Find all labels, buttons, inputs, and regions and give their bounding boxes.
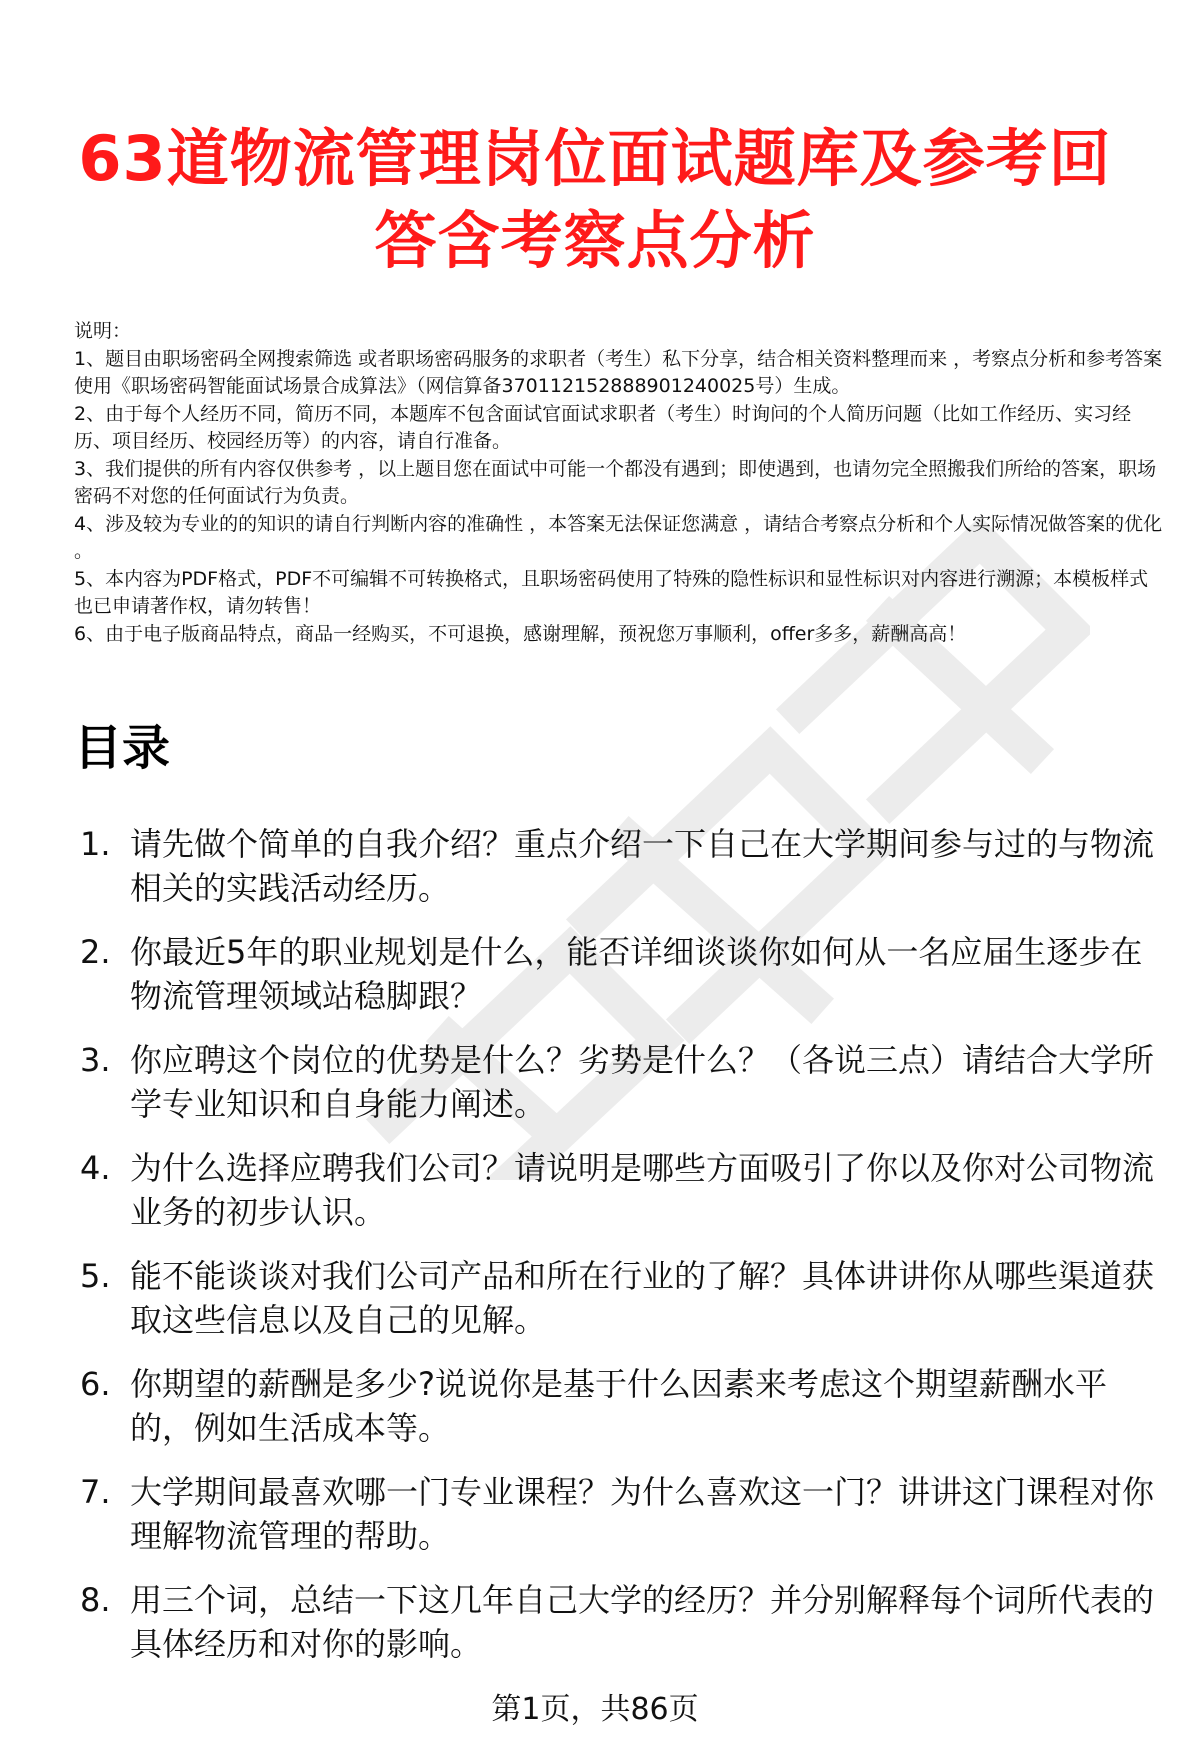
question-item — [74, 1254, 1164, 1342]
question-number: 4. — [80, 1149, 111, 1187]
notes-heading: 说明： — [74, 320, 132, 342]
question-item — [74, 1470, 1164, 1558]
question-item — [74, 822, 1164, 910]
question-text: 你最近5年的职业规划是什么，能否详细谈谈你如何从一名应届生逐步在物流管理领域站稳脚跟？ — [130, 933, 1143, 1015]
question-text: 大学期间最喜欢哪一门专业课程？为什么喜欢这一门？讲讲这门课程对你理解物流管理的帮助。 — [130, 1473, 1155, 1555]
note-item: 1、题目由职场密码全网搜索筛选 或者职场密码服务的求职者（考生）私下分享，结合相关资料整理而来 ，考察点分析和参考答案使用《职场密码智能面试场景合成算法》（网信算备370112152888901240025号）生成。 — [74, 347, 1163, 397]
question-text: 用三个词，总结一下这几年自己大学的经历？并分别解释每个词所代表的具体经历和对你的影响。 — [130, 1581, 1155, 1663]
question-item — [74, 930, 1164, 1018]
question-number: 2. — [80, 933, 111, 971]
note-item: 6、由于电子版商品特点，商品一经购买，不可退换，感谢理解，预祝您万事顺利，offer多多，薪酬高高！ — [74, 622, 967, 645]
question-list — [74, 822, 1164, 1686]
question-number: 5. — [80, 1257, 111, 1295]
note-item: 2、由于每个人经历不同，简历不同，本题库不包含面试官面试求职者（考生）时询问的个人简历问题（比如工作经历、实习经历、项目经历、校园经历等）的内容，请自行准备。 — [74, 402, 1132, 452]
question-item — [74, 1362, 1164, 1450]
question-number: 3. — [80, 1041, 111, 1079]
question-number: 1. — [80, 825, 111, 863]
question-text: 能不能谈谈对我们公司产品和所在行业的了解？具体讲讲你从哪些渠道获取这些信息以及自己的见解。 — [130, 1257, 1155, 1339]
document-title: 63道物流管理岗位面试题库及参考回答含考察点分析 — [78, 122, 1112, 277]
toc-heading: 目录 — [74, 720, 171, 776]
note-item: 3、我们提供的所有内容仅供参考 ，以上题目您在面试中可能一个都没有遇到；即使遇到，也请勿完全照搬我们所给的答案，职场密码不对您的任何面试行为负责。 — [74, 457, 1157, 507]
question-item — [74, 1146, 1164, 1234]
question-number: 8. — [80, 1581, 111, 1619]
note-item: 5、本内容为PDF格式，PDF不可编辑不可转换格式，且职场密码使用了特殊的隐性标识和显性标识对内容进行溯源；本模板样式也已申请著作权，请勿转售！ — [74, 567, 1149, 617]
question-text: 请先做个简单的自我介绍？重点介绍一下自己在大学期间参与过的与物流相关的实践活动经历。 — [130, 825, 1155, 907]
question-number: 6. — [80, 1365, 111, 1403]
question-item — [74, 1578, 1164, 1666]
question-text: 你期望的薪酬是多少?说说你是基于什么因素来考虑这个期望薪酬水平的，例如生活成本等。 — [130, 1365, 1107, 1447]
page-footer: 第1页，共86页 — [491, 1692, 699, 1727]
disclaimer-notes — [74, 318, 1164, 648]
question-number: 7. — [80, 1473, 111, 1511]
question-text: 为什么选择应聘我们公司？请说明是哪些方面吸引了你以及你对公司物流业务的初步认识。 — [130, 1149, 1155, 1231]
question-item — [74, 1038, 1164, 1126]
note-item: 4、涉及较为专业的的知识的请自行判断内容的准确性 ，本答案无法保证您满意 ，请结合考察点分析和个人实际情况做答案的优化 。 — [74, 512, 1163, 562]
question-text: 你应聘这个岗位的优势是什么？劣势是什么？（各说三点）请结合大学所学专业知识和自身能力阐述。 — [130, 1041, 1155, 1123]
